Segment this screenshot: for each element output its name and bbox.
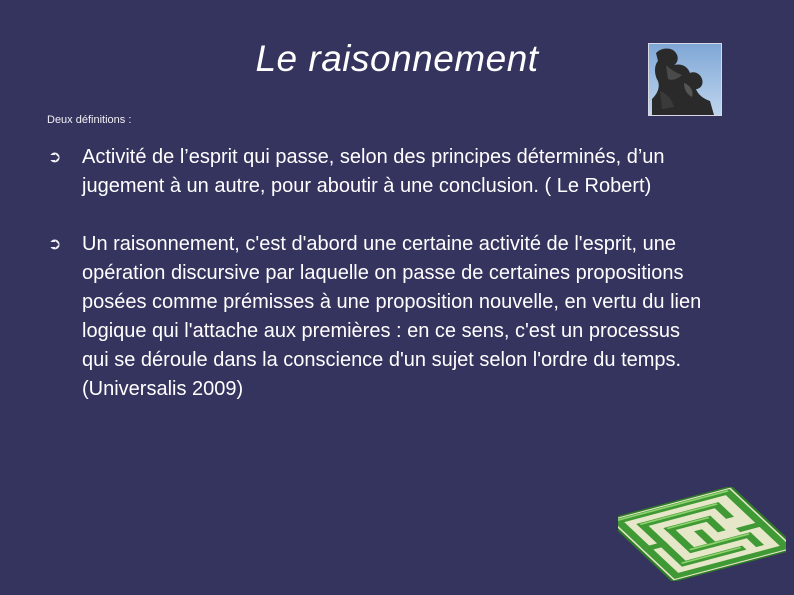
definition-text: Un raisonnement, c'est d'abord une certaine activité de l'esprit, une opération discursive par laquelle on passe de certaines propositions posées comme prémisses à une proposition nouvelle, en vertu du lien logique qui l'attache aux premières : en ce sens, c'est un processus qui se déroule dans la conscience d'un sujet selon l'ordre du temps.(Universalis 2009) [82, 233, 702, 400]
maze-image [618, 487, 786, 581]
definition-text: Activité de l’esprit qui passe, selon des principes déterminés, d’un jugement à un autre, pour aboutir à une conclusion. ( Le Robert) [82, 146, 665, 197]
slide-subtitle: Deux définitions : [47, 114, 132, 126]
slide-title: Le raisonnement [255, 38, 539, 79]
bullet-arrow-icon: ➲ [48, 236, 62, 253]
definitions-list [48, 143, 708, 404]
list-item [48, 230, 708, 404]
thinker-statue-icon [648, 43, 722, 116]
list-item [48, 143, 708, 201]
maze-icon [618, 487, 786, 581]
thinker-statue-image [648, 43, 722, 116]
bullet-arrow-icon: ➲ [48, 149, 62, 166]
